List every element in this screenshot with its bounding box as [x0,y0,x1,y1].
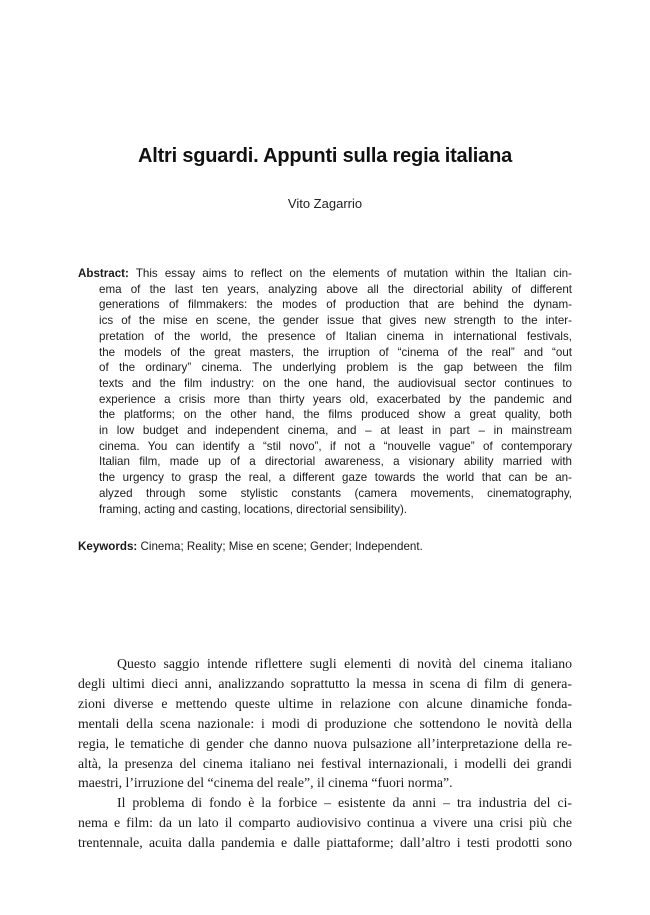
abstract-line: alyzed through some stylistic constants (camera movements, cinematography, [99,486,572,500]
body-line: regia, le tematiche di gender che danno nuova pulsazione all’interpretazione della re- [78,735,572,751]
author-name: Vito Zagarrio [287,196,363,211]
abstract-text: This essay aims to reflect on the elements of mutation within the Italian cin- [135,267,572,280]
abstract [78,266,572,517]
abstract-line: texts and the film industry: on the one hand, the audiovisual sector continues to [99,376,572,390]
keywords-label: Keywords: [78,540,138,553]
body-line: maestri, l’irruzione del “cinema del reale”, il cinema “fuori norma”. [78,775,453,791]
abstract-line: the platforms; on the other hand, the films produced show a great quality, both [99,408,572,422]
paper-title: Altri sguardi. Appunti sulla regia italiana [137,145,513,167]
abstract-line: in low budget and independent cinema, and – at least in part – in mainstream [99,424,572,438]
keywords [78,540,572,553]
abstract-label: Abstract: [78,267,129,280]
body-line: degli ultimi dieci anni, analizzando soprattutto la messa in scena di film di genera- [78,675,572,691]
body-line: Questo saggio intende riflettere sugli elementi di novità del cinema italiano [117,656,572,671]
keywords-text: Cinema; Reality; Mise en scene; Gender; Independent. [140,540,423,553]
abstract-line: pretation of the world, the presence of Italian cinema in international festivals, [99,329,572,343]
body-text [78,654,572,853]
abstract-line: ema of the last ten years, analyzing above all the directorial ability of different [99,282,572,296]
body-line: nema e film: da un lato il comparto audiovisivo continua a vivere una crisi più che [78,815,572,831]
body-line: trentennale, acuita dalla pandemia e dalle piattaforme; dall’altro i testi prodotti sono [78,835,572,851]
abstract-line: ics of the mise en scene, the gender issue that gives new strength to the inter- [99,314,572,328]
abstract-line: of the ordinary” cinema. The underlying problem is the gap between the film [99,361,572,375]
body-line: zioni diverse e mettendo queste ultime in relazione con alcune dinamiche fonda- [78,695,572,711]
abstract-line: the urgency to grasp the real, a different gaze towards the world that can be an- [99,471,572,485]
abstract-line [78,266,572,282]
abstract-line: experience a crisis more than thirty years old, exacerbated by the pandemic and [99,392,572,406]
abstract-line: Italian film, made up of a directorial awareness, a visionary ability married with [99,455,572,469]
abstract-line: cinema. You can identify a “stil novo”, if not a “nouvelle vague” of contemporary [99,439,572,453]
body-line: altà, la presenza del cinema italiano nei festival internazionali, i modelli dei grandi [78,755,572,771]
abstract-line: generations of filmmakers: the modes of production that are behind the dynam- [99,298,572,312]
body-line: mentali della scena nazionale: i modi di produzione che sottendono le novità della [78,715,572,731]
abstract-line: the models of the great masters, the irruption of “cinema of the real” and “out [99,345,572,359]
abstract-line: framing, acting and casting, locations, directorial sensibility). [99,502,408,516]
body-line: Il problema di fondo è la forbice – esistente da anni – tra industria del ci- [117,795,572,811]
